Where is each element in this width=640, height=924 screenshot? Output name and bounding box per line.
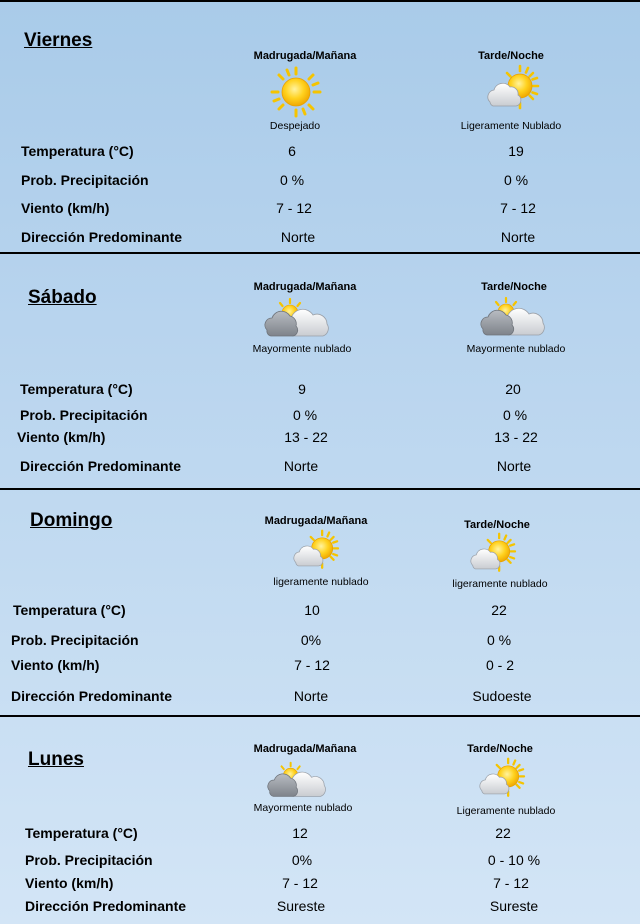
period-pm-label: Tarde/Noche xyxy=(481,281,547,293)
value-am-wind: 7 - 12 xyxy=(282,875,318,891)
value-am-precipitation: 0 % xyxy=(292,407,318,423)
value-pm-precipitation: 0 % xyxy=(502,407,528,423)
period-pm-label: Tarde/Noche xyxy=(464,519,530,531)
value-pm-direction: Norte xyxy=(500,229,536,245)
row-label-wind: Viento (km/h) xyxy=(17,429,106,445)
partly-cloudy-icon xyxy=(467,532,519,576)
top-border xyxy=(0,0,640,2)
period-pm-label: Tarde/Noche xyxy=(467,743,533,755)
section-divider xyxy=(0,715,640,717)
day-title: Viernes xyxy=(24,30,93,51)
value-am-direction: Norte xyxy=(283,458,319,474)
day-title: Lunes xyxy=(28,749,84,770)
sun-behind-cloud-icon xyxy=(484,64,542,114)
value-pm-temperature: 20 xyxy=(505,381,521,397)
row-label-direction: Dirección Predominante xyxy=(20,458,182,474)
value-pm-wind: 0 - 2 xyxy=(485,657,515,673)
value-am-temperature: 10 xyxy=(304,602,320,618)
condition-am: Mayormente nublado xyxy=(252,343,352,355)
period-am-label: Madrugada/Mañana xyxy=(253,281,357,293)
row-label-precipitation: Prob. Precipitación xyxy=(21,172,149,188)
row-label-wind: Viento (km/h) xyxy=(11,657,100,673)
value-am-precipitation: 0% xyxy=(300,632,322,648)
row-label-temperature: Temperatura (°C) xyxy=(20,381,133,397)
value-pm-precipitation: 0 - 10 % xyxy=(487,852,541,868)
condition-pm: ligeramente nublado xyxy=(452,578,548,590)
value-pm-direction: Sureste xyxy=(489,898,539,914)
value-pm-wind: 7 - 12 xyxy=(500,200,536,216)
value-am-wind: 7 - 12 xyxy=(294,657,330,673)
value-pm-temperature: 22 xyxy=(495,825,511,841)
partly-cloudy-icon xyxy=(290,529,342,573)
condition-pm: Ligeramente nublado xyxy=(456,805,556,817)
value-pm-direction: Norte xyxy=(496,458,532,474)
value-pm-precipitation: 0 % xyxy=(503,172,529,188)
value-am-precipitation: 0% xyxy=(291,852,313,868)
row-label-temperature: Temperatura (°C) xyxy=(21,143,134,159)
value-am-wind: 13 - 22 xyxy=(284,429,328,445)
row-label-temperature: Temperatura (°C) xyxy=(13,602,126,618)
cloud-icon xyxy=(479,295,547,339)
value-am-temperature: 6 xyxy=(288,143,296,159)
day-title: Domingo xyxy=(30,510,113,531)
cloud-icon xyxy=(263,296,331,340)
value-am-direction: Sureste xyxy=(276,898,326,914)
sun-icon xyxy=(270,66,322,118)
row-label-precipitation: Prob. Precipitación xyxy=(11,632,139,648)
section-divider xyxy=(0,488,640,490)
row-label-wind: Viento (km/h) xyxy=(21,200,110,216)
row-label-precipitation: Prob. Precipitación xyxy=(25,852,153,868)
row-label-direction: Dirección Predominante xyxy=(25,898,187,914)
value-pm-precipitation: 0 % xyxy=(486,632,512,648)
row-label-direction: Dirección Predominante xyxy=(21,229,183,245)
condition-am: Mayormente nublado xyxy=(253,802,353,814)
value-pm-direction: Sudoeste xyxy=(472,688,532,704)
value-am-temperature: 9 xyxy=(298,381,306,397)
condition-pm: Ligeramente Nublado xyxy=(460,120,562,132)
day-title: Sábado xyxy=(28,287,97,308)
value-am-precipitation: 0 % xyxy=(279,172,305,188)
condition-pm: Mayormente nublado xyxy=(466,343,566,355)
period-am-label: Madrugada/Mañana xyxy=(264,515,368,527)
value-pm-wind: 7 - 12 xyxy=(493,875,529,891)
value-am-wind: 7 - 12 xyxy=(276,200,312,216)
section-divider xyxy=(0,252,640,254)
row-label-precipitation: Prob. Precipitación xyxy=(20,407,148,423)
condition-am: Despejado xyxy=(269,120,321,132)
period-am-label: Madrugada/Mañana xyxy=(253,743,357,755)
partly-cloudy-icon xyxy=(476,757,528,801)
condition-am: ligeramente nublado xyxy=(273,576,369,588)
cloud-icon xyxy=(266,760,328,800)
period-am-label: Madrugada/Mañana xyxy=(253,50,357,62)
value-pm-wind: 13 - 22 xyxy=(494,429,538,445)
value-am-temperature: 12 xyxy=(292,825,308,841)
value-am-direction: Norte xyxy=(280,229,316,245)
row-label-direction: Dirección Predominante xyxy=(11,688,173,704)
value-am-direction: Norte xyxy=(293,688,329,704)
row-label-temperature: Temperatura (°C) xyxy=(25,825,138,841)
period-pm-label: Tarde/Noche xyxy=(478,50,544,62)
row-label-wind: Viento (km/h) xyxy=(25,875,114,891)
value-pm-temperature: 22 xyxy=(491,602,507,618)
value-pm-temperature: 19 xyxy=(508,143,524,159)
